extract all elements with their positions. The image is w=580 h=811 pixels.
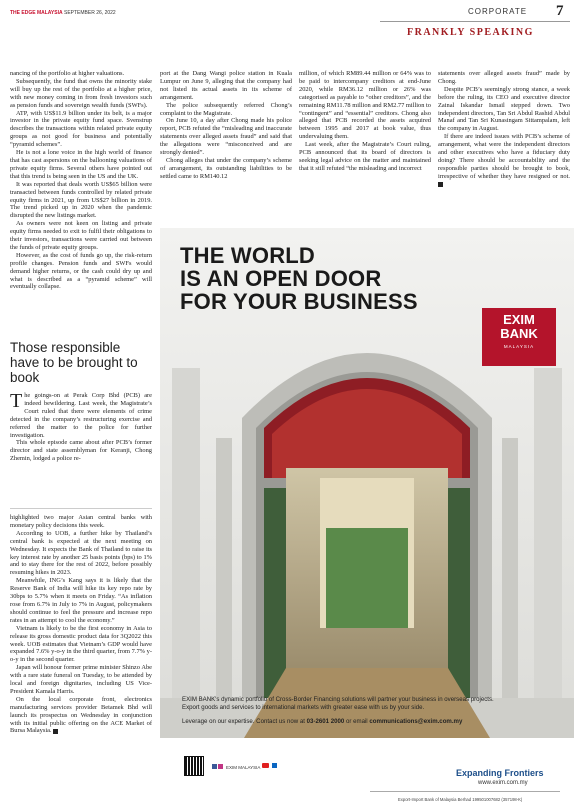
ad-headline-line: IS AN OPEN DOOR <box>180 266 382 291</box>
paragraph: It was reported that deals worth US$65 billion were transacted between funds controlled by related private equity firms in 2021, up from US$27 billion in 2019. The trend picked up in 2020 when the pandemic disrupted the new listings market. <box>10 180 152 220</box>
ad-headline-line: FOR YOUR BUSINESS <box>180 289 418 314</box>
paragraph: nancing of the portfolio at higher valuations. <box>10 70 125 77</box>
paragraph: Japan will honour former prime minister Shinzo Abe with a rare state funeral on Tuesday, to be attended by local and foreign dignitaries, including US Vice-President Kamala Harris. <box>10 664 152 695</box>
ad-copy-line: EXIM BANK's dynamic portfolio of Cross-Border Financing solutions will partner your business in overseas projects. <box>182 696 494 703</box>
social-label: EXIM MALAYSIA <box>226 765 261 770</box>
paragraph: According to UOB, a further hike by Thailand’s central bank is expected at the next meeting on Wednesday. It expects the Bank of Thailand to raise its key interest rate by another 25 basis points (bps) to 1% and to stay there for the rest of 2022, before possibly resuming hikes in 2023. <box>10 529 152 577</box>
publication-line <box>10 10 116 16</box>
website-link[interactable]: www.exim.com.my <box>478 780 528 786</box>
column-title: FRANKLY SPEAKING <box>407 27 534 38</box>
paragraph: Meanwhile, ING’s Kang says it is likely that the Reserve Bank of India will hike its key repo rate by 30bps to 5.7% when it meets on Friday. “As inflation rose from 6.7% in July to 7% in August, policymakers should continue to feel the pressure and increase repo rates in an attempt to cool the economy.” <box>10 577 152 624</box>
paragraph: As owners were not keen on listing and private equity firms needed to exit to fulfil their obligations to their investors, transactions were carried out between the funds of private equity groups. <box>10 220 152 251</box>
paragraph <box>10 696 152 736</box>
paragraph: Vietnam is likely to be the first economy in Asia to release its gross domestic product data for 3Q2022 this week. UOB estimates that Vietnam’s GDP would have expanded 7.6% y-o-y in the third quarter, from 7.7% y-o-y in the second quarter. <box>10 624 152 664</box>
column-2 <box>160 70 292 181</box>
exim-advertisement <box>160 228 574 806</box>
paragraph: The police subsequently referred Chong’s complaint to the Magistrate. <box>160 101 292 117</box>
paragraph: million, of which RM89.44 million or 64% was to be paid to intercompany creditors at end-June 2020, while RM36.12 million or 26% was categorised as payable to “other creditors”, and the remaining RM11.78 million and RM2.77 million to “contingent” and “essential” creditors. Chong also alleged that PCB recorded the assets acquired between 1995 and 2017 at book value, thus undervaluing them. <box>299 70 431 141</box>
page-number: 7 <box>556 3 564 19</box>
paragraph: Subsequently, the fund that owns the minority stake will buy up the rest of the portfolio at a higher price, with new money coming in from fresh investors such as pension funds and sovereign wealth funds (SWFs). <box>10 77 152 109</box>
facebook-icon <box>212 764 217 769</box>
publication-name: THE EDGE MALAYSIA <box>10 10 63 16</box>
paragraph <box>438 133 570 188</box>
instagram-icon <box>218 764 223 769</box>
ad-tagline: Expanding Frontiers <box>456 768 544 778</box>
linkedin-icon <box>272 763 277 768</box>
ad-copy <box>182 696 562 726</box>
paragraph-text: On the local corporate front, electronics manufacturing services provider Betamek Bhd will launch its prospectus on Wednesday in conjunction with its initial public offering on the ACE Market of Bursa Malaysia. <box>10 695 152 735</box>
end-mark-icon <box>53 729 58 734</box>
ad-footer <box>160 738 574 806</box>
social-handle <box>212 764 260 770</box>
paragraph: ATP, with US$11.9 billion under its belt, is a major investor in the private equity fund space. Svenstrup describes the transactions within related private equity groups as not good for business and potentially “pyramid schemes”. <box>10 109 152 149</box>
column-1-sub <box>10 392 152 463</box>
paragraph: On June 10, a day after Chong made his police report, PCB refuted the “misleading and inaccurate statements over alleged assets fraud” and said that the allegations were “misconceived and are strongly denied”. <box>160 117 292 157</box>
header-divider <box>380 21 570 22</box>
phone-number[interactable]: 03-2601 2000 <box>306 718 345 725</box>
paragraph: Chong alleges that under the company’s scheme of arrangement, its outstanding liabilities to be settled came to RM140.12 <box>160 156 292 180</box>
footer-divider <box>370 791 560 792</box>
column-1-top <box>10 70 152 291</box>
paragraph: highlighted two major Asian central banks with monetary policy decisions this week. <box>10 514 152 529</box>
logo-text: EXIM <box>503 312 535 327</box>
paragraph <box>10 392 152 439</box>
section-divider <box>10 508 152 509</box>
cta-text: Leverage on our expertise. Contact us now at <box>182 718 307 725</box>
ad-headline <box>180 244 418 313</box>
youtube-icon <box>262 763 269 768</box>
paragraph: port at the Dang Wangi police station in Kuala Lumpur on June 9, alleging that the company had not listed its actual assets in its scheme of arrangement. <box>160 70 292 101</box>
logo-text: MALAYSIA <box>503 344 535 349</box>
exim-bank-logo <box>482 308 556 366</box>
paragraph: statements over alleged assets fraud” made by Chong. <box>438 70 570 85</box>
column-3 <box>299 70 431 173</box>
paragraph: Despite PCB’s seemingly strong stance, a week before the ruling, its CEO and executive director Zainal Iskandar Ismail stepped down. Two independent directors, Tan Sri Abdul Rashid Abdul Manaf and Tan Sri Kunasingam Sittampalam, left the company in August. <box>438 85 570 133</box>
ad-cta <box>182 718 562 726</box>
section-label: CORPORATE <box>468 7 528 16</box>
registration-text: Export-Import Bank of Malaysia Berhad 199501007682 (357198-K) <box>398 797 523 802</box>
paragraph: This whole episode came about after PCB’s former director and state assemblyman for Keranji, Chong Zhemin, lodged a police re- <box>10 439 152 463</box>
paragraph: He is not a lone voice in the high world of finance that has cast aspersions on the ballooning valuations of private equity firms. Several others have pointed out that this trend is being seen in the US and the UK. <box>10 149 152 180</box>
logo-text: BANK <box>500 326 538 341</box>
column-1-bottom <box>10 514 152 735</box>
end-mark-icon <box>438 182 443 187</box>
column-4 <box>438 70 570 189</box>
paragraph: However, as the cost of funds go up, the risk-return profile changes. Pension funds and SWFs would demand higher returns, or the cash could dry up and what is described as a “pyramid scheme” will eventually collapse. <box>10 251 152 291</box>
ad-copy-line: Export goods and services to international markets with greater ease with us by your side. <box>182 704 425 711</box>
paragraph-text: If there are indeed issues with PCB’s scheme of arrangement, what were the independent directors and other executives who have a fiduciary duty doing? There should be accountability and the responsible parties should be brought to book, irrespective of whether they have resigned or not. <box>438 133 570 180</box>
ad-headline-line: THE WORLD <box>180 243 316 268</box>
cta-text: or email <box>344 718 370 725</box>
qr-code-icon[interactable] <box>184 756 204 776</box>
issue-date: SEPTEMBER 26, 2022 <box>64 10 116 16</box>
subhead: Those responsible have to be brought to book <box>10 340 138 385</box>
paragraph-text: he goings-on at Perak Corp Bhd (PCB) are indeed bewildering. Last week, the Magistrate’s Court ruled that there were elements of crime detected in the company’s restructuring exercise and referred the matter to the police for further investigation. <box>10 392 152 439</box>
paragraph: Last week, after the Magistrate’s Court ruling, PCB announced that its board of directors is seeking legal advice on the matter and maintained that it still refuted “the misleading and incorrect <box>299 141 431 172</box>
drop-cap: T <box>10 390 23 412</box>
email-link[interactable]: communications@exim.com.my <box>369 718 463 725</box>
